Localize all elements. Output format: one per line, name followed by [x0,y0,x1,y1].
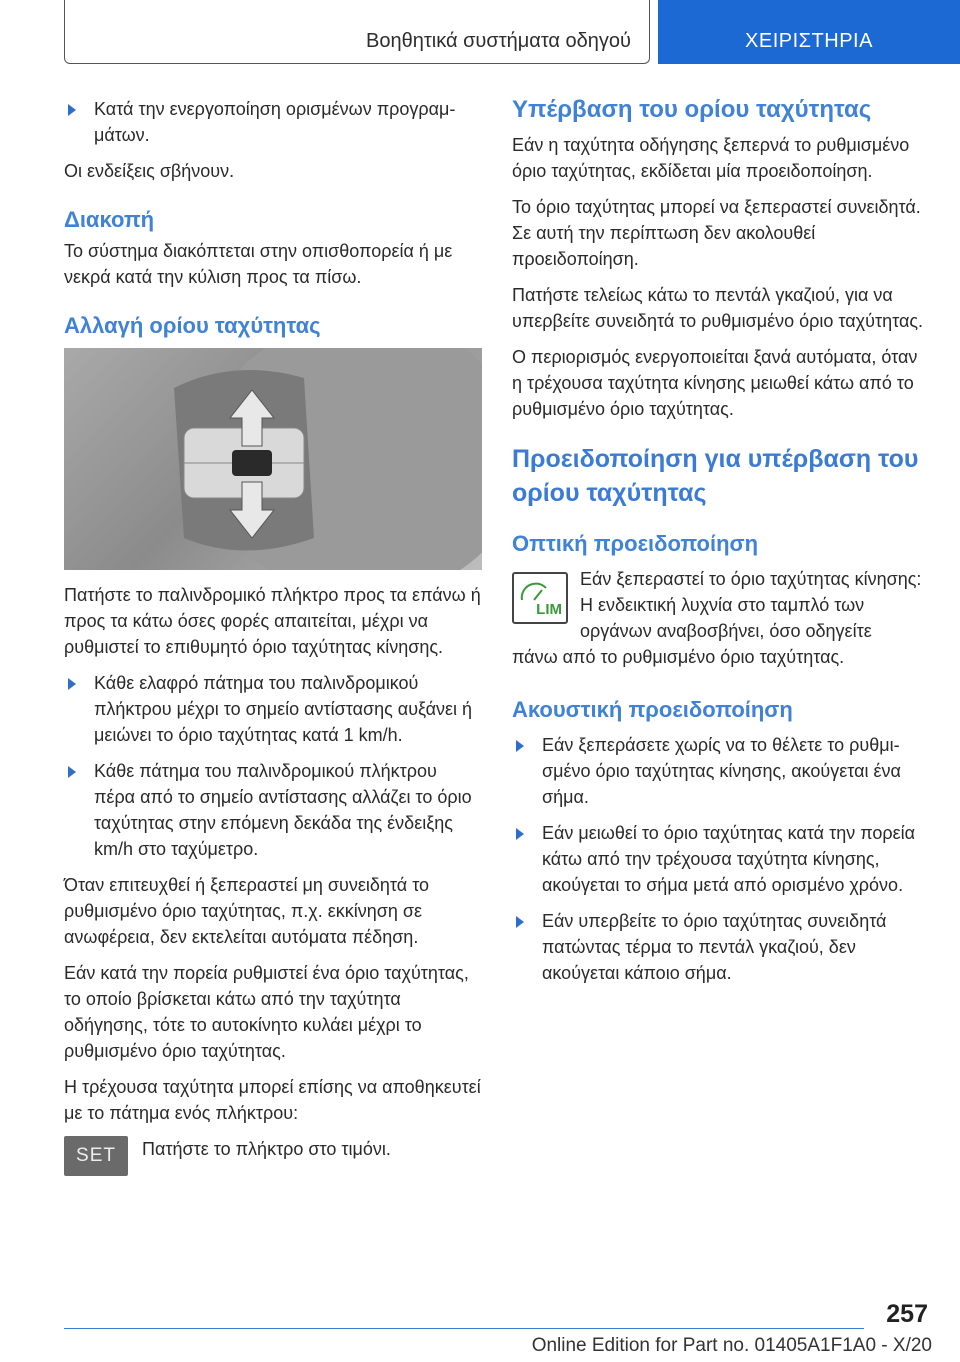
press-rocker-text: Πατήστε το παλινδρομικό πλήκτρο προς τα επάνω ή προς τα κάτω όσες φορές απαιτείται, μέχρι να ρυθμιστεί το επιθυμητό όριο ταχύτητας κίνησης. [64,585,481,657]
indicators-text: Οι ενδείξεις σβήνουν. [64,161,235,181]
exceed-text-4: Ο περιορισμός ενεργοποιείται ξανά αυτόματα, όταν η τρέχουσα ταχύτητα κίνησης μειωθεί κάτω από το ρυθμισμένο όριο ταχύτητας. [512,347,918,419]
right-column [512,96,932,996]
heading-change-limit: Αλλαγή ορίου ταχύτητας [64,313,321,338]
bullet-acoustic-1: Εάν ξεπεράσετε χωρίς να το θέλετε το ρυθμισμένο όριο ταχύτητας κίνησης, ακούγεται ένα σήμα. [512,732,932,810]
optical-text-b: πάνω από το ρυθμισμένο όριο ταχύτητας. [512,647,845,667]
rocker-switch-illustration [64,348,482,570]
optical-text-a: Εάν ξεπεραστεί το όριο ταχύτητας κίνησης: Η ενδεικτική λυχνία στο ταμπλό των οργάνων αναβοσβήνει, όσο οδηγείτε [580,569,922,641]
lim-warning-icon [512,572,568,624]
interrupt-text: Το σύστημα διακόπτεται στην οπισθοπορεία ή με νεκρά κατά την κύλιση προς τα πίσω. [64,241,453,287]
footer-edition: Online Edition for Part no. 01405A1F1A0 - X/20 [531,1335,932,1356]
heading-exceed: Υπέρβαση του ορίου ταχύτητας [512,96,872,123]
bullet-acoustic-2: Εάν μειωθεί το όριο ταχύτητας κατά την πορεία κάτω από την τρέχουσα ταχύτητα κίνησης, ακούγεται το σήμα μετά από ορισμένο χρόνο. [512,820,932,898]
bullet-full-press: Κάθε πάτημα του παλινδρομικού πλήκτρου πέρα από το σημείο αντίστασης αλλάζει το όριο ταχύτητας στην επόμενη δεκάδα της ένδειξης km/h στο ταχύμετρο. [64,758,482,862]
set-instruction-text: Πατήστε το πλήκτρο στο τιμόνι. [142,1139,391,1159]
heading-acoustic: Ακουστική προειδοποίηση [512,697,793,722]
bullet-light-press: Κάθε ελαφρό πάτημα του παλινδρομικού πλήκτρου μέχρι το σημείο αντίστασης αυξάνει ή μειώνει το όριο ταχύτητας κατά 1 km/h. [64,670,482,748]
page-number: 257 [886,1300,928,1328]
exceed-text-2: Το όριο ταχύτητας μπορεί να ξεπεραστεί συνειδητά. Σε αυτή την περίπτωση δεν ακολουθεί προειδοποίηση. [512,197,921,269]
set-button-icon: SET [64,1136,128,1176]
exceed-text-1: Εάν η ταχύτητα οδήγησης ξεπερνά το ρυθμισμένο όριο ταχύτητας, εκδίδεται μία προειδοποίηση. [512,135,910,181]
optical-warning-block [512,566,932,670]
left-column [64,96,482,1196]
header-chapter-tab [658,0,960,64]
steering-wheel-rocker-photo [64,348,482,570]
footer-divider [64,1328,864,1329]
lim-icon-label: LIM [536,601,562,618]
store-speed-text: Η τρέχουσα ταχύτητα μπορεί επίσης να αποθηκευτεί με το πάτημα ενός πλήκτρου: [64,1077,481,1123]
header-section-title: Βοηθητικά συστήματα οδηγού [366,30,631,52]
heading-warning: Προειδοποίηση για υπέρβαση του ορίου ταχύτητας [512,445,919,507]
limit-reached-text: Όταν επιτευχθεί ή ξεπεραστεί μη συνειδητά το ρυθμισμένο όριο ταχύτητας, π.χ. εκκίνηση σε ανωφέρεια, δεν εκτελείται αυτόματα πέδηση. [64,875,430,947]
exceed-text-3: Πατήστε τελείως κάτω το πεντάλ γκαζιού, για να υπερβείτε συνειδητά το ρυθμισμένο όριο ταχύτητας. [512,285,924,331]
bullet-programs: Κατά την ενεργοποίηση ορισμένων προγραμμάτων. [64,96,482,148]
heading-interrupt: Διακοπή [64,207,155,232]
set-instruction [64,1136,482,1196]
header-section-tab [64,0,650,64]
bullet-acoustic-3: Εάν υπερβείτε το όριο ταχύτητας συνειδητά πατώντας τέρμα το πεντάλ γκαζιού, δεν ακούγεται κάποιο σήμα. [512,908,932,986]
route-limit-text: Εάν κατά την πορεία ρυθμιστεί ένα όριο ταχύτητας, το οποίο βρίσκεται κάτω από την ταχύτητα οδήγησης, τότε το αυτοκίνητο κυλάει μέχρι το ρυθμισμένο όριο ταχύτητας. [64,963,469,1061]
heading-optical: Οπτική προειδοποίηση [512,531,759,556]
header-chapter-title: ΧΕΙΡΙΣΤΗΡΙΑ [745,30,873,52]
